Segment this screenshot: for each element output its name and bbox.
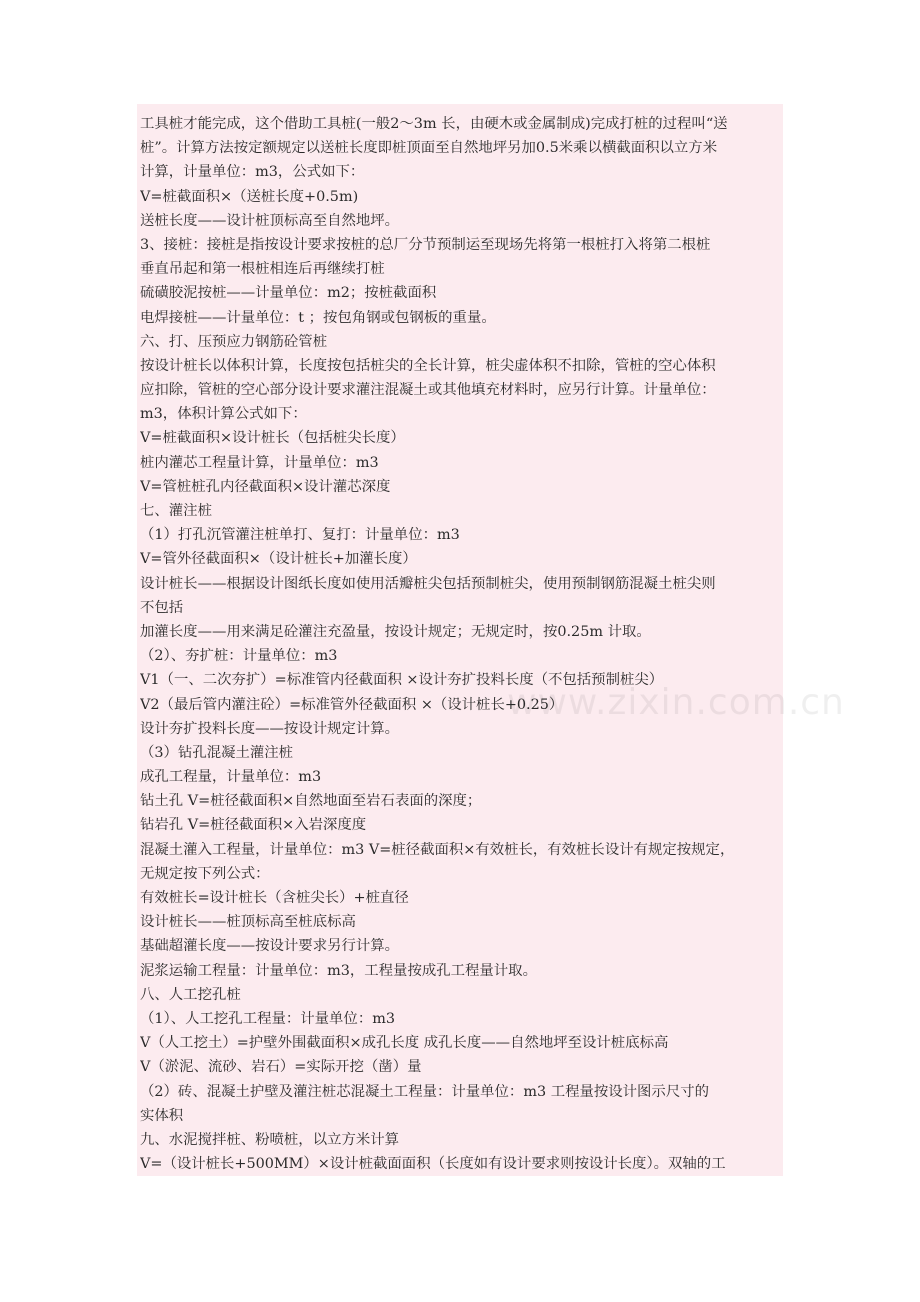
- text-line: （2）砖、混凝土护壁及灌注桩芯混凝土工程量：计量单位：m3 工程量按设计图示尺寸的: [140, 1083, 709, 1100]
- text-line: 按设计桩长以体积计算，长度按包括桩尖的全长计算，桩尖虚体积不扣除，管桩的空心体积: [140, 357, 716, 374]
- text-line: 桩内灌芯工程量计算，计量单位：m3: [140, 454, 379, 471]
- formula-line: V=（设计桩长+500MM）×设计桩截面面积（长度如有设计要求则按设计长度）。双轴的工: [140, 1156, 726, 1173]
- text-line: 设计桩长——桩顶标高至桩底标高: [140, 914, 356, 931]
- text-line: 实体积: [140, 1107, 184, 1124]
- text-line: V=桩截面积×（送桩长度+0.5m): [140, 188, 359, 205]
- section-heading: 六、打、压预应力钢筋砼管桩: [140, 333, 328, 350]
- site-watermark: www.zixin.com.cn: [507, 682, 845, 723]
- text-line: 不包括: [140, 599, 184, 616]
- text-line: 混凝土灌入工程量，计量单位：m3 V=桩径截面积×有效桩长，有效桩长设计有规定按规定，: [140, 841, 735, 858]
- text-line: 无规定按下列公式：: [140, 865, 270, 882]
- formula-line: 钻土孔 V=桩径截面积×自然地面至岩石表面的深度；: [140, 793, 482, 810]
- text-line: （3）钻孔混凝土灌注桩: [140, 744, 294, 761]
- text-line: （1）打孔沉管灌注桩单打、复打：计量单位：m3: [140, 527, 460, 544]
- formula-line: V=管外径截面积×（设计桩长+加灌长度）: [140, 551, 417, 568]
- text-line: 工具桩才能完成，这个借助工具桩(一般2～3m 长，由硬木或金属制成)完成打桩的过程叫“送: [140, 116, 728, 132]
- formula-line: 有效桩长=设计桩长（含桩尖长）+桩直径: [140, 890, 409, 906]
- section-heading: 八、人工挖孔桩: [140, 986, 241, 1003]
- formula-line: V=管桩桩孔内径截面积×设计灌芯深度: [140, 478, 391, 495]
- formula-line: V1（一、二次夯扩）=标准管内径截面积 ×设计夯扩投料长度（不包括预制桩尖）: [140, 672, 664, 689]
- text-line: 桩”。计算方法按定额规定以送桩长度即桩顶面至自然地坪另加0.5米乘以横截面积以立方米: [140, 140, 718, 157]
- text-line: m3，体积计算公式如下：: [140, 406, 307, 423]
- document-text-body: [140, 112, 780, 1176]
- section-heading: 七、灌注桩: [140, 503, 212, 519]
- text-line: 垂直吊起和第一根桩相连后再继续打桩: [140, 261, 385, 278]
- formula-line: V（淤泥、流砂、岩石）=实际开挖（凿）量: [140, 1059, 422, 1076]
- text-line: 基础超灌长度——按设计要求另行计算。: [140, 938, 400, 955]
- section-heading: 九、水泥搅拌桩、粉喷桩，以立方米计算: [140, 1131, 400, 1148]
- text-line: （2）、夯扩桩：计量单位：m3: [140, 648, 338, 665]
- text-line: 应扣除，管桩的空心部分设计要求灌注混凝土或其他填充材料时，应另行计算。计量单位：: [140, 382, 716, 399]
- formula-line: 钻岩孔 V=桩径截面积×入岩深度度: [140, 817, 367, 834]
- text-line: 泥浆运输工程量：计量单位：m3，工程量按成孔工程量计取。: [140, 962, 537, 979]
- text-line: 送桩长度——设计桩顶标高至自然地坪。: [140, 212, 400, 229]
- text-line: 3、接桩：接桩是指按设计要求按桩的总厂分节预制运至现场先将第一根桩打入将第二根桩: [140, 236, 711, 253]
- document-content-panel: [137, 104, 845, 1176]
- text-line: 设计桩长——根据设计图纸长度如使用活瓣桩尖包括预制桩尖，使用预制钢筋混凝土桩尖则: [140, 575, 716, 592]
- text-line: 设计夯扩投料长度——按设计规定计算。: [140, 720, 400, 737]
- formula-line: V（人工挖土）=护壁外围截面积×成孔长度 成孔长度——自然地坪至设计桩底标高: [140, 1035, 669, 1052]
- text-line: 加灌长度——用来满足砼灌注充盈量，按设计规定；无规定时，按0.25m 计取。: [140, 623, 651, 640]
- text-line: 电焊接桩——计量单位：t ；按包角钢或包钢板的重量。: [140, 309, 496, 326]
- formula-line: V=桩截面积×设计桩长（包括桩尖长度）: [140, 430, 405, 447]
- text-line: 成孔工程量，计量单位：m3: [140, 769, 322, 786]
- formula-line: V2（最后管内灌注砼）=标准管外径截面积 ×（设计桩长+0.25）: [140, 696, 564, 713]
- text-line: 计算，计量单位：m3，公式如下：: [140, 164, 365, 181]
- text-line: 硫磺胶泥按桩——计量单位：m2；按桩截面积: [140, 285, 437, 302]
- text-line: （1）、人工挖孔工程量：计量单位：m3: [140, 1010, 396, 1027]
